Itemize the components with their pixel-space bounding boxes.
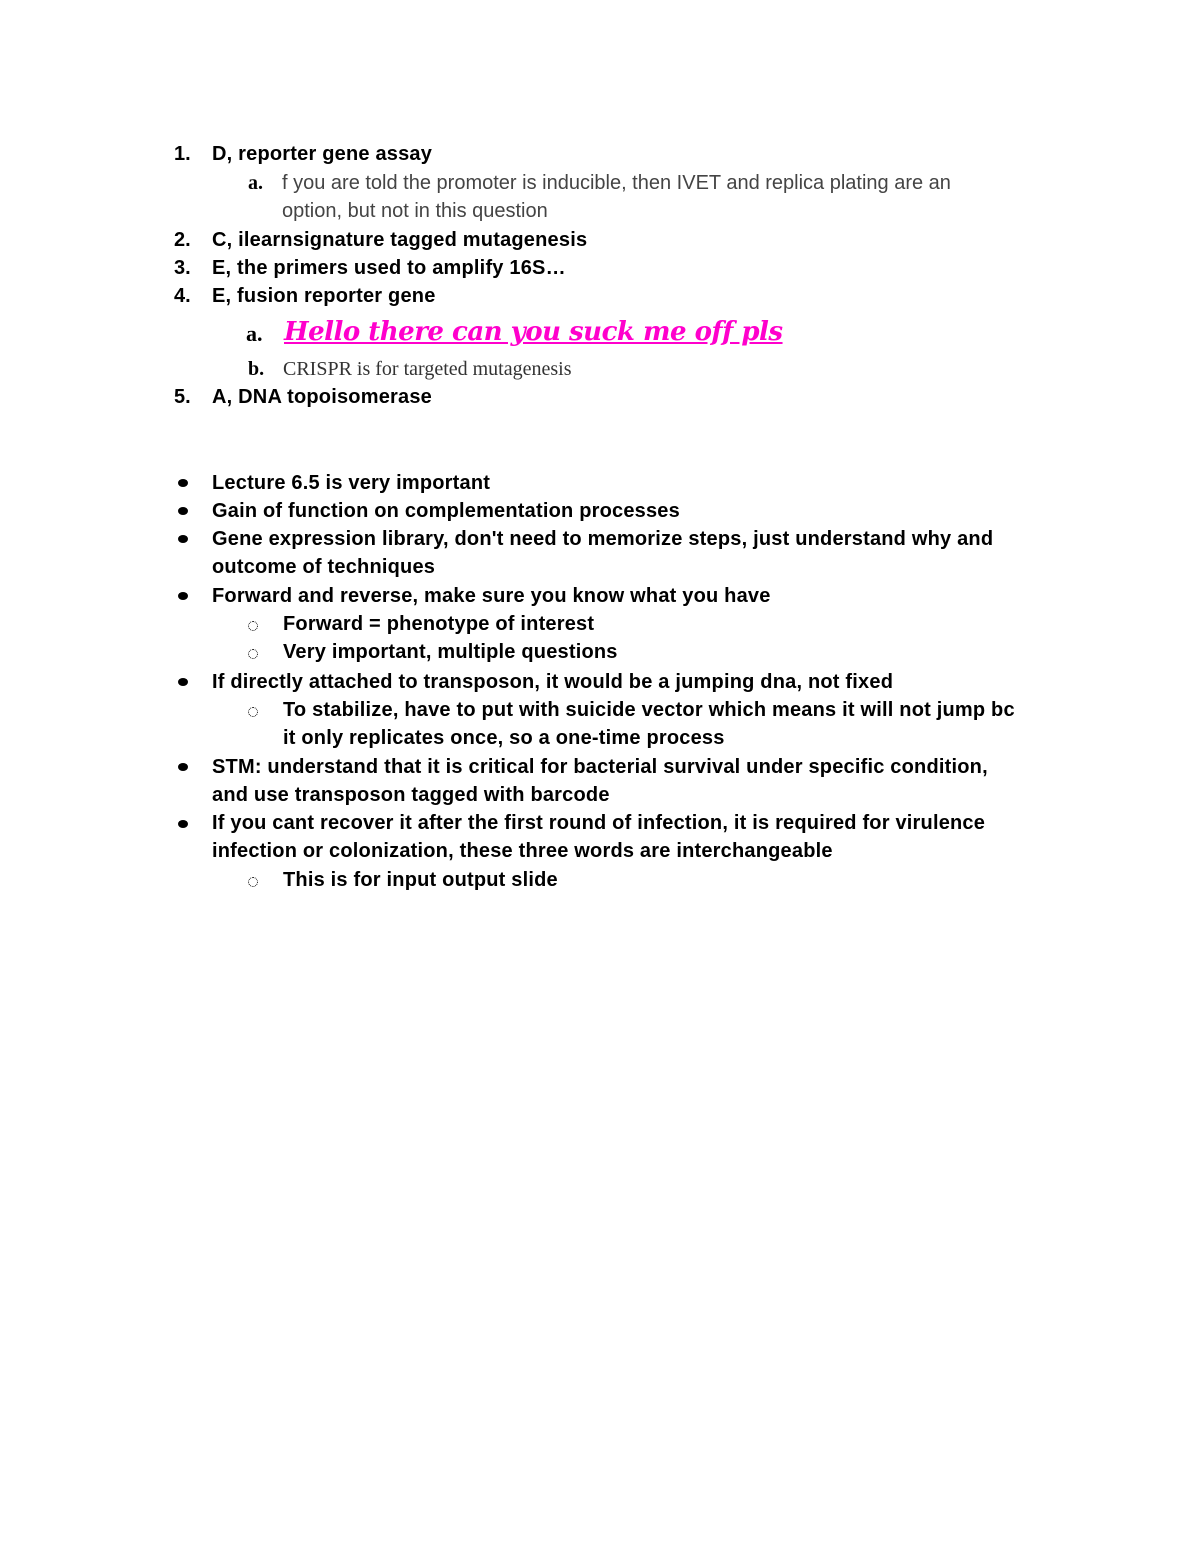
list-item-text: E, fusion reporter gene (212, 285, 436, 307)
bullet-dot (178, 763, 188, 771)
bullet-text: infection or colonization, these three words are interchangeable (212, 840, 833, 862)
bullet-text: Lecture 6.5 is very important (212, 472, 491, 494)
bullet-dot (178, 535, 188, 543)
bullet-dot (178, 678, 188, 686)
list-item-text: A, DNA topoisomerase (212, 386, 432, 408)
list-item-text: E, the primers used to amplify 16S… (212, 257, 566, 279)
bullet-dot (178, 479, 188, 487)
list-number: 5. (174, 386, 191, 408)
list-item-text: D, reporter gene assay (212, 143, 433, 165)
bullet-text: Gain of function on complementation processes (212, 500, 680, 522)
list-number: 3. (174, 257, 191, 279)
bullet-text: Gene expression library, don't need to memorize steps, just understand why and (212, 528, 994, 550)
sub-bullet-text: Very important, multiple questions (283, 641, 618, 663)
sub-item-marker: a. (248, 172, 263, 194)
hollow-bullet (248, 707, 258, 717)
sub-bullet-text: To stabilize, have to put with suicide vector which means it will not jump bc (283, 699, 1015, 721)
bullet-text: If directly attached to transposon, it would be a jumping dna, not fixed (212, 671, 894, 693)
bullet-dot (178, 507, 188, 515)
sub-bullet-text: Forward = phenotype of interest (283, 613, 595, 635)
list-item-text: C, ilearnsignature tagged mutagenesis (212, 229, 588, 251)
list-number: 1. (174, 143, 191, 165)
sub-item-marker: b. (248, 358, 265, 380)
bullet-text: STM: understand that it is critical for bacterial survival under specific condition, (212, 756, 988, 778)
bullet-text: Forward and reverse, make sure you know what you have (212, 585, 771, 607)
bullet-text: and use transposon tagged with barcode (212, 784, 610, 806)
list-number: 4. (174, 285, 191, 307)
pink-script-text: Hello there can you suck me off pls (284, 317, 783, 347)
sub-item-marker: a. (246, 321, 263, 346)
sub-bullet-text: it only replicates once, so a one-time process (283, 727, 725, 749)
bullet-text: outcome of techniques (212, 556, 436, 578)
sub-item-text: CRISPR is for targeted mutagenesis (283, 358, 572, 380)
bullet-dot (178, 592, 188, 600)
bullet-text: If you cant recover it after the first round of infection, it is required for virulence (212, 812, 986, 834)
hollow-bullet (248, 649, 258, 659)
hollow-bullet (248, 877, 258, 887)
list-number: 2. (174, 229, 191, 251)
hollow-bullet (248, 621, 258, 631)
sub-bullet-text: This is for input output slide (283, 869, 558, 891)
sub-item-text: option, but not in this question (282, 200, 548, 222)
bullet-dot (178, 820, 188, 828)
sub-item-text: f you are told the promoter is inducible, then IVET and replica plating are an (282, 172, 951, 194)
